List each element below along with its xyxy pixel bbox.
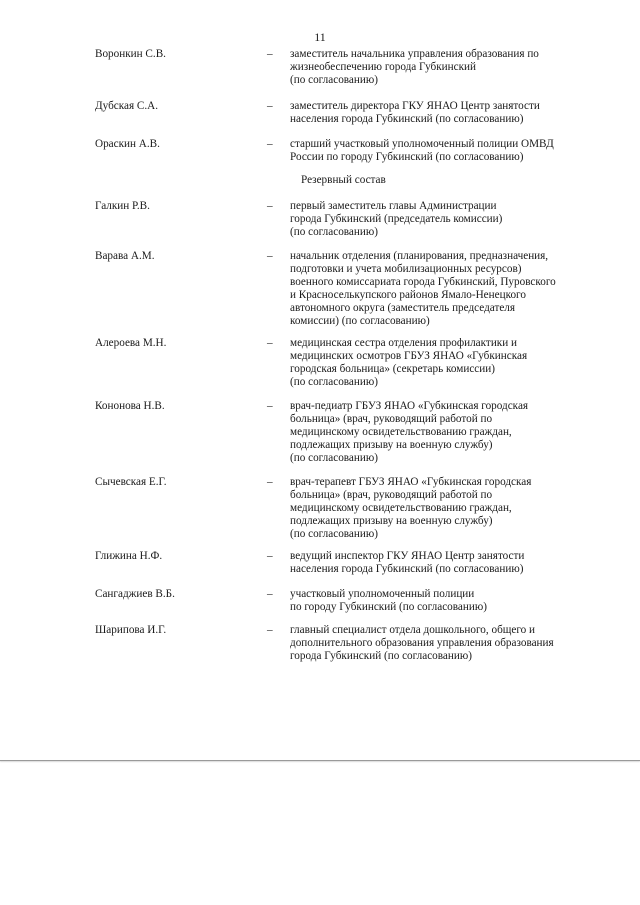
dash: –	[267, 100, 273, 112]
member-entry	[95, 100, 605, 126]
member-entry	[95, 48, 605, 87]
member-entry	[95, 250, 605, 328]
member-name: Алероева М.Н.	[95, 337, 167, 349]
member-description: врач-терапевт ГБУЗ ЯНАО «Губкинская городская больница» (врач, руководящий работой по медицинскому освидетельствованию граждан, подлежащих призыву на военную службу) (по согласованию)	[290, 476, 532, 540]
member-name: Дубская С.А.	[95, 100, 159, 112]
member-description: главный специалист отдела дошкольного, общего и дополнительного образования управления образования города Губкинский (по согласованию)	[290, 624, 554, 662]
member-entry	[95, 476, 605, 541]
dash: –	[267, 624, 273, 636]
member-entry	[95, 138, 605, 164]
dash: –	[267, 337, 273, 349]
member-entry	[95, 400, 605, 465]
dash: –	[267, 48, 273, 60]
member-description: заместитель директора ГКУ ЯНАО Центр занятости населения города Губкинский (по согласованию)	[290, 100, 540, 125]
member-description: участковый уполномоченный полиции по городу Губкинский (по согласованию)	[290, 588, 487, 613]
dash: –	[267, 588, 273, 600]
member-name: Воронкин С.В.	[95, 48, 166, 60]
member-name: Варава А.М.	[95, 250, 155, 262]
member-description: старший участковый уполномоченный полиции ОМВД России по городу Губкинский (по согласованию)	[290, 138, 554, 163]
member-description: ведущий инспектор ГКУ ЯНАО Центр занятости населения города Губкинский (по согласованию)	[290, 550, 525, 575]
member-description: медицинская сестра отделения профилактики и медицинских осмотров ГБУЗ ЯНАО «Губкинская городская больница» (секретарь комиссии) (по согласованию)	[290, 337, 528, 388]
dash: –	[267, 250, 273, 262]
dash: –	[267, 138, 273, 150]
reserve-section-title: Резервный состав	[301, 174, 386, 186]
member-entry	[95, 588, 605, 614]
member-description: заместитель начальника управления образования по жизнеобеспечению города Губкинский (по согласованию)	[290, 48, 539, 86]
member-name: Глижина Н.Ф.	[95, 550, 163, 562]
member-entry	[95, 624, 605, 663]
member-description: начальник отделения (планирования, предназначения, подготовки и учета мобилизационных ресурсов) военного комиссариата города Губкинский, Пуровского и Красноселькупского районов Ямало-Ненецкого автономного округа (заместитель председателя комиссии) (по согласованию)	[290, 250, 556, 327]
member-name: Кононова Н.В.	[95, 400, 165, 412]
member-name: Ораскин А.В.	[95, 138, 160, 150]
dash: –	[267, 400, 273, 412]
dash: –	[267, 200, 273, 212]
member-name: Шарипова И.Г.	[95, 624, 167, 636]
member-description: врач-педиатр ГБУЗ ЯНАО «Губкинская городская больница» (врач, руководящий работой по медицинскому освидетельствованию граждан, подлежащих призыву на военную службу) (по согласованию)	[290, 400, 529, 464]
dash: –	[267, 476, 273, 488]
member-name: Галкин Р.В.	[95, 200, 150, 212]
member-entry	[95, 200, 605, 239]
member-entry	[95, 337, 605, 389]
member-name: Сангаджиев В.Б.	[95, 588, 175, 600]
member-entry	[95, 550, 605, 576]
page-number: 11	[314, 30, 326, 44]
member-name: Сычевская Е.Г.	[95, 476, 167, 488]
member-description: первый заместитель главы Администрации города Губкинский (председатель комиссии) (по согласованию)	[290, 200, 503, 238]
dash: –	[267, 550, 273, 562]
